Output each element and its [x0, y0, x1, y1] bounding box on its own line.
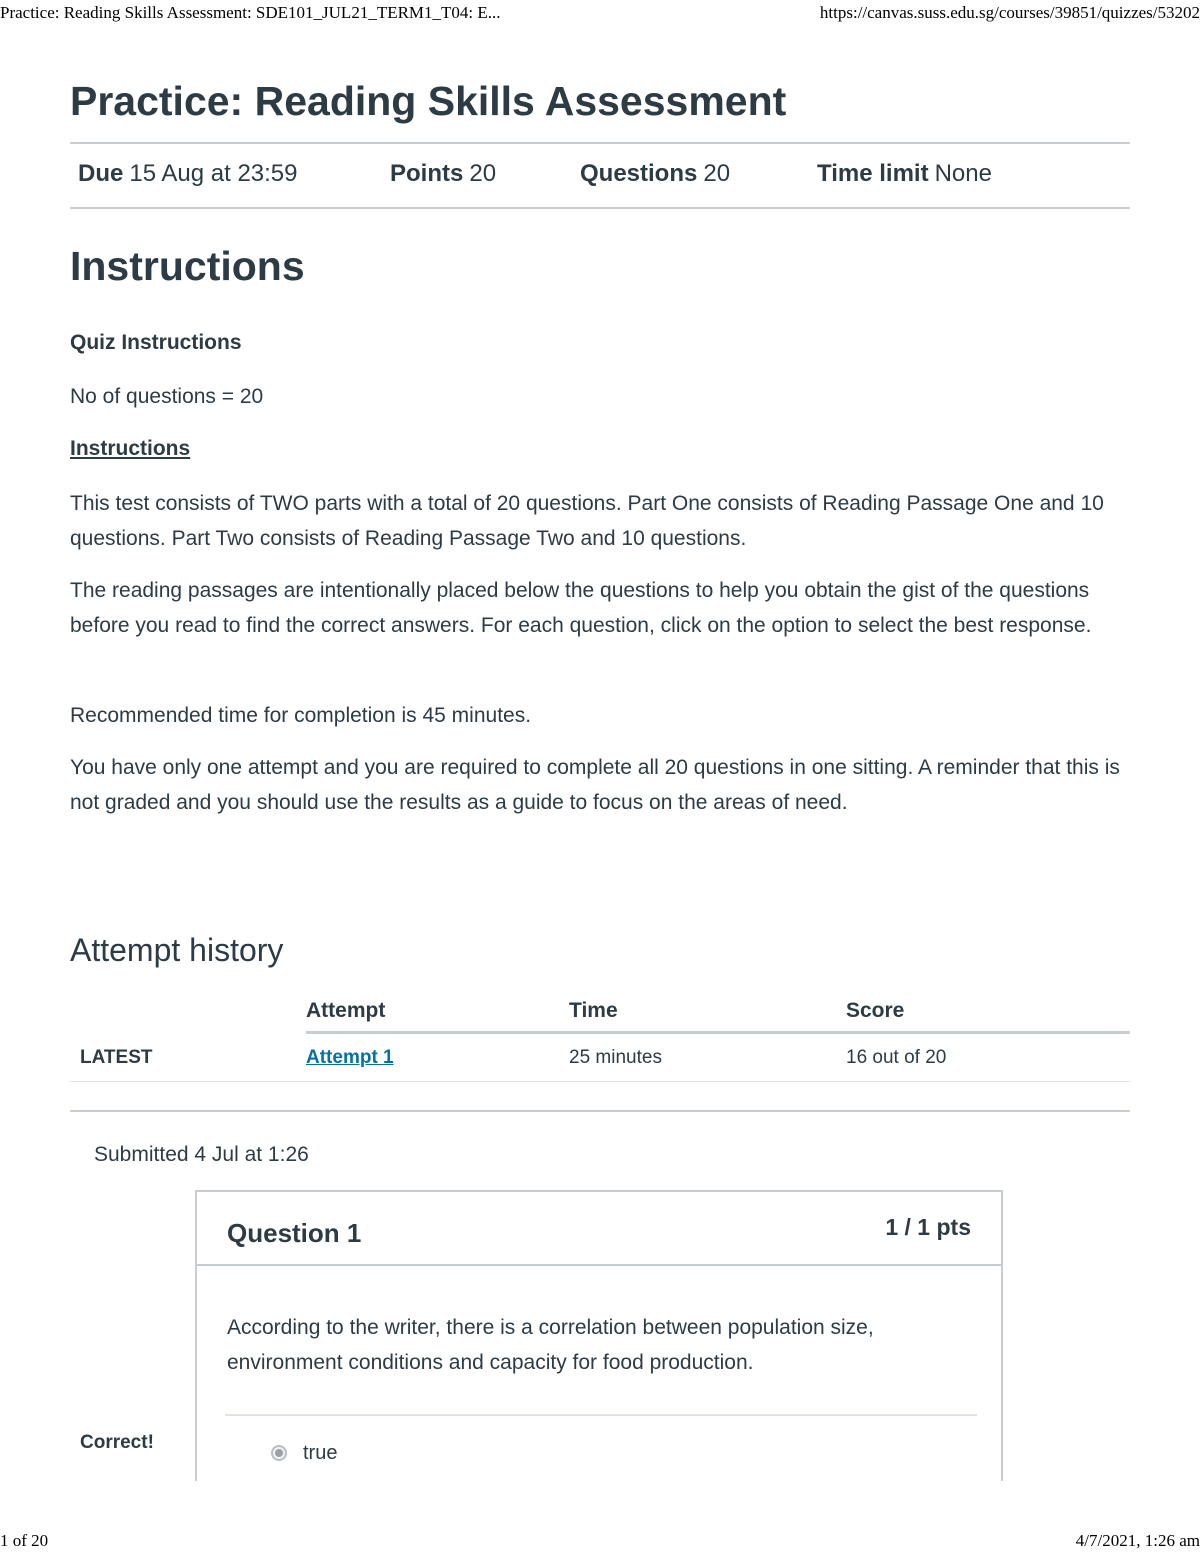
attempt-time: 25 minutes	[569, 1047, 662, 1068]
quiz-instructions-label: Quiz Instructions	[70, 331, 242, 354]
print-header	[0, 3, 1200, 23]
print-footer	[0, 1531, 1200, 1551]
quiz-title: Practice: Reading Skills Assessment	[70, 78, 787, 124]
question-header	[197, 1192, 1001, 1266]
answer-option[interactable]	[271, 1438, 337, 1468]
attempt-history-heading: Attempt history	[70, 932, 284, 968]
table-row-divider	[70, 1081, 1130, 1082]
attempt-score: 16 out of 20	[846, 1047, 947, 1068]
question-text: According to the writer, there is a correlation between population size, environment conditions and capacity for food production.	[227, 1316, 874, 1374]
meta-due	[78, 160, 298, 188]
meta-questions-label: Questions	[580, 160, 698, 187]
submitted-timestamp: Submitted 4 Jul at 1:26	[94, 1143, 309, 1166]
instructions-paragraph: Recommended time for completion is 45 minutes.	[70, 704, 532, 727]
meta-points-label: Points	[390, 160, 464, 187]
meta-questions	[580, 160, 730, 188]
meta-due-value: 15 Aug at 23:59	[129, 160, 298, 187]
meta-points	[390, 160, 496, 188]
header-divider-top	[70, 142, 1130, 144]
meta-points-value: 20	[469, 160, 497, 187]
meta-time-limit	[817, 160, 992, 188]
answer-option-label: true	[303, 1441, 338, 1464]
table-header-divider	[306, 1031, 1130, 1034]
answers-divider	[225, 1414, 977, 1416]
meta-questions-value: 20	[703, 160, 731, 187]
meta-time-limit-value: None	[934, 160, 992, 187]
meta-due-label: Due	[78, 160, 124, 187]
instructions-paragraph: This test consists of TWO parts with a total of 20 questions. Part One consists of Reading Passage One and 10 questions. Part Two consists of Reading Passage Two and 10 questions.	[70, 492, 1104, 550]
section-divider	[70, 1110, 1130, 1112]
attempt-link[interactable]: Attempt 1	[306, 1047, 394, 1068]
latest-badge: LATEST	[80, 1047, 153, 1068]
column-header-score: Score	[846, 999, 905, 1022]
instructions-paragraph: The reading passages are intentionally placed below the questions to help you obtain the gist of the questions before you read to find the correct answers. For each question, click on the option to select the best response.	[70, 579, 1092, 637]
header-divider-bottom	[70, 207, 1130, 209]
question-card	[195, 1190, 1003, 1490]
correct-answer-label: Correct!	[80, 1432, 154, 1453]
meta-time-limit-label: Time limit	[817, 160, 929, 187]
print-datetime: 4/7/2021, 1:26 am	[1075, 1531, 1200, 1550]
column-header-attempt: Attempt	[306, 999, 386, 1022]
print-header-url: https://canvas.suss.edu.sg/courses/39851/quizzes/53202	[819, 3, 1200, 22]
page-break-mask	[0, 1481, 1200, 1531]
instructions-heading: Instructions	[70, 243, 305, 289]
radio-selected-icon[interactable]	[271, 1445, 287, 1461]
column-header-time: Time	[569, 999, 618, 1022]
question-title: Question 1	[227, 1218, 362, 1248]
question-points: 1 / 1 pts	[885, 1214, 971, 1240]
quiz-meta	[70, 160, 1130, 194]
page-count: 1 of 20	[0, 1531, 49, 1550]
instructions-subheading: Instructions	[70, 437, 191, 460]
instructions-paragraph: You have only one attempt and you are required to complete all 20 questions in one sitting. A reminder that this is not graded and you should use the results as a guide to focus on the areas of need.	[70, 756, 1120, 814]
number-of-questions: No of questions = 20	[70, 385, 264, 408]
print-header-page-title: Practice: Reading Skills Assessment: SDE101_JUL21_TERM1_T04: E...	[0, 3, 501, 22]
